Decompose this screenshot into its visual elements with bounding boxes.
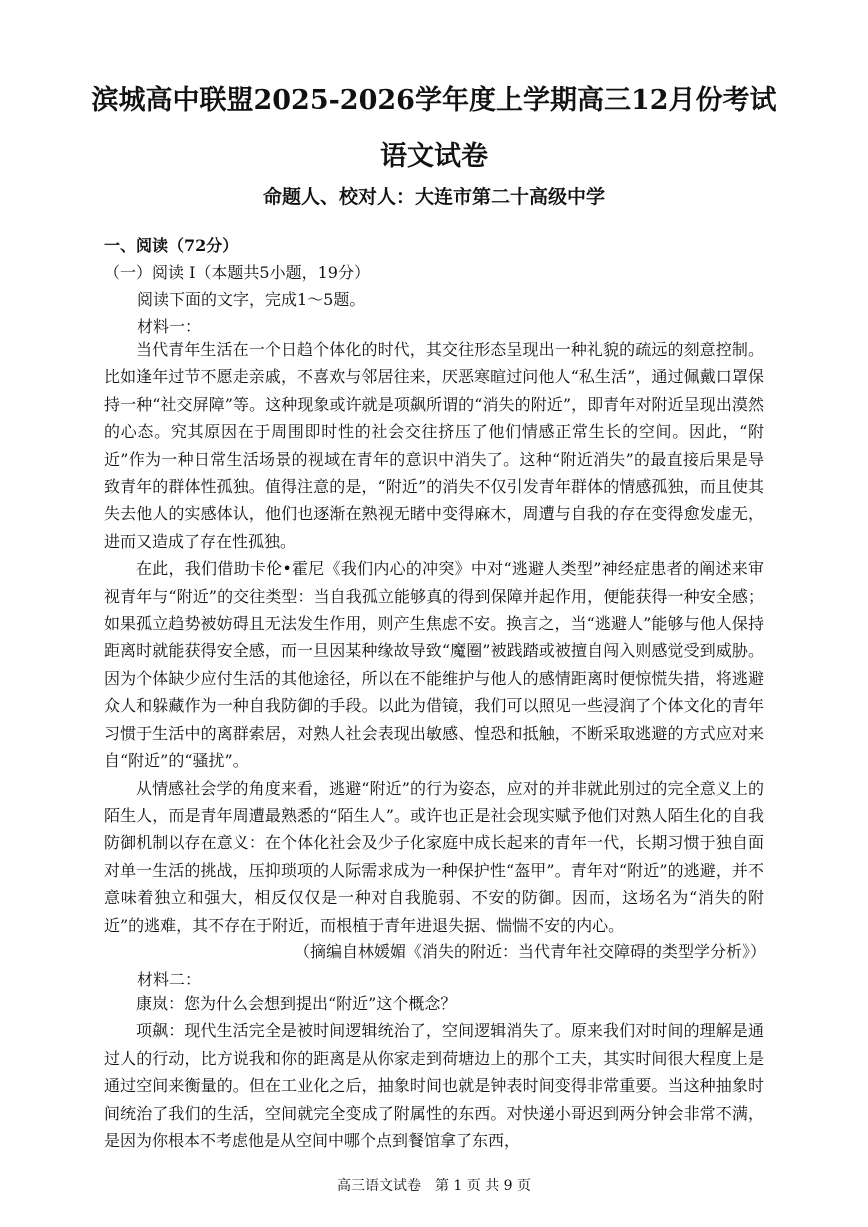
material1-paragraph: 在此，我们借助卡伦•霍尼《我们内心的冲突》中对“逃避人类型”神经症患者的阐述来审视青年与“附近”的交往类型：当自我孤立能够真的得到保障并起作用，便能获得一种安全感；如果孤立趋势被妨碍且无法发生作用，则产生焦虑不安。换言之，当“逃避人”能够与他人保持距离时就能获得安全感，而一旦因某种缘故导致“魔圈”被践踏或被擅自闯入则感觉受到威胁。因为个体缺少应付生活的其他途径，所以在不能维护与他人的感情距离时便惊慌失措，将逃避众人和躲藏作为一种自我防御的手段。以此为借镜，我们可以照见一些浸润了个体文化的青年习惯于生活中的离群索居，对熟人社会表现出敏感、惶恐和抵触，不断采取逃避的方式应对来自“附近”的“骚扰”。 <box>104 559 764 771</box>
material1-paragraph: 当代青年生活在一个日趋个体化的时代，其交往形态呈现出一种礼貌的疏远的刻意控制。比如逢年过节不愿走亲戚，不喜欢与邻居往来，厌恶寒暄过问他人“私生活”，通过佩戴口罩保持一种“社交屏障”等。这种现象或许就是项飙所谓的“消失的附近”，即青年对附近呈现出漠然的心态。究其原因在于周围即时性的社会交往挤压了他们情感正常生长的空间。因此，“附近”作为一种日常生活场景的视域在青年的意识中消失了。这种“附近消失”的最直接后果是导致青年的群体性孤独。值得注意的是，“附近”的消失不仅引发青年群体的情感孤独，而且使其失去他人的实感体认，他们也逐渐在熟视无睹中变得麻木，周遭与自我的存在变得愈发虚无，进而又造成了存在性孤独。 <box>104 340 764 551</box>
part-heading: （一）阅读 I（本题共5小题，19分） <box>104 263 370 282</box>
material2-answer: 项飙：现代生活完全是被时间逻辑统治了，空间逻辑消失了。原来我们对时间的理解是通过人的行动，比方说我和你的距离是从你家走到荷塘边上的那个工夫，其实时间很大程度上是通过空间来衡量的。但在工业化之后，抽象时间也就是钟表时间变得非常重要。当这种抽象时间统治了我们的生活，空间就完全变成了附属性的东西。对快递小哥迟到两分钟会非常不满，是因为你根本不考虑他是从空间中哪个点到餐馆拿了东西， <box>104 1021 764 1151</box>
subject-title: 语文试卷 <box>380 141 488 172</box>
exam-title: 滨城高中联盟2025-2026学年度上学期高三12月份考试 <box>91 85 777 116</box>
material2-question: 康岚：您为什么会想到提出“附近”这个概念？ <box>136 994 457 1013</box>
material1-paragraph: 从情感社会学的角度来看，逃避“附近”的行为姿态，应对的并非就此别过的完全意义上的陌生人，而是青年周遭最熟悉的“陌生人”。或许也正是社会现实赋予他们对熟人陌生化的自我防御机制以存在意义：在个体化社会及少子化家庭中成长起来的青年一代，长期习惯于独自面对单一生活的挑战，压抑琐项的人际需求成为一种保护性“盔甲”。青年对“附近”的逃避，并不意味着独立和强大，相反仅仅是一种对自我脆弱、不安的防御。因而，这场名为“消失的附近”的逃难，其不存在于附近，而根植于青年进退失据、惴惴不安的内心。 <box>104 778 764 935</box>
material1-label: 材料一： <box>137 317 202 336</box>
page-footer: 高三语文试卷 第 1 页 共 9 页 <box>336 1178 532 1194</box>
material1-body <box>104 336 764 939</box>
instruction: 阅读下面的文字，完成1～5题。 <box>137 290 366 309</box>
material2-label: 材料二： <box>137 970 202 989</box>
section-heading: 一、阅读（72分） <box>104 236 239 255</box>
material1-source: （摘编自林媛媚《消失的附近：当代青年社交障碍的类型学分析》） <box>293 942 766 961</box>
authors-line: 命题人、校对人：大连市第二十高级中学 <box>262 186 605 208</box>
material2-body <box>104 990 764 1154</box>
